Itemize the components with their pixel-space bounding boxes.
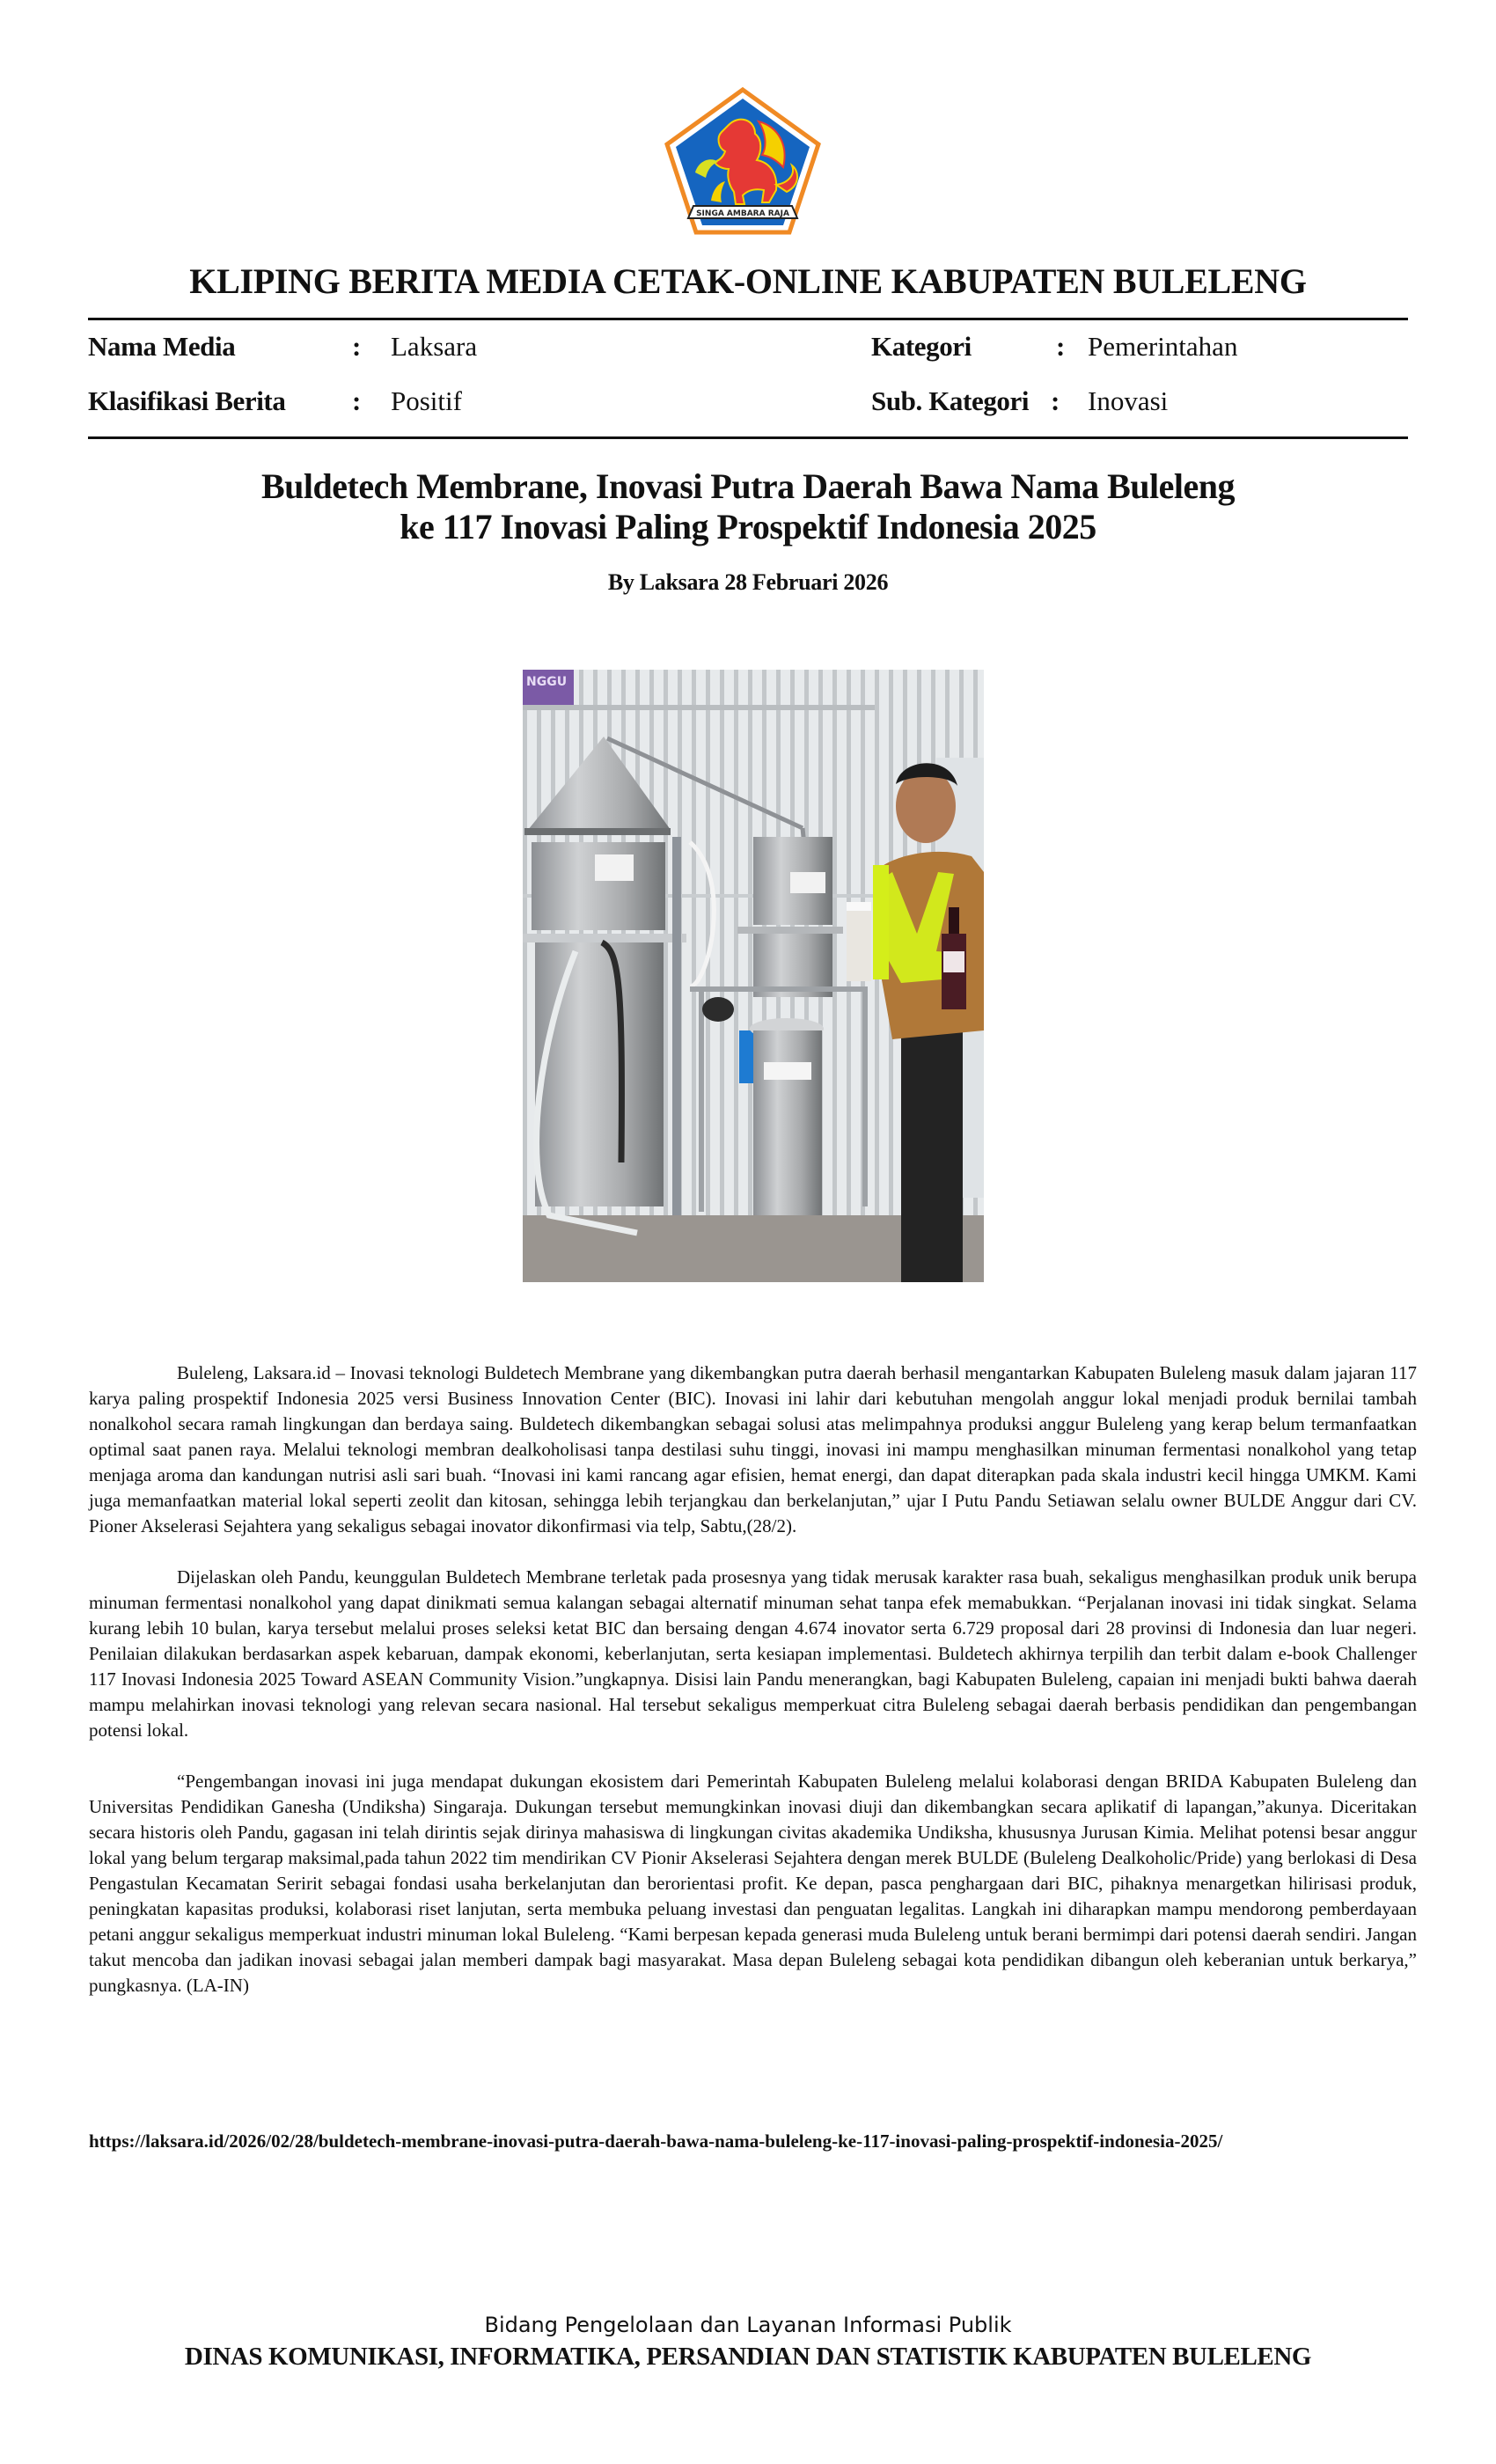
photo-scene <box>523 670 984 1282</box>
meta-value: Inovasi <box>1088 385 1169 416</box>
meta-label: Klasifikasi Berita <box>88 385 286 416</box>
footer-agency: DINAS KOMUNIKASI, INFORMATIKA, PERSANDIAN DAN STATISTIK KABUPATEN BULELENG <box>184 2343 1312 2371</box>
meta-nama-media <box>88 329 704 364</box>
meta-klasifikasi-berita <box>88 384 704 419</box>
meta-label: Nama Media <box>88 331 236 362</box>
article-byline: By Laksara 28 Februari 2026 <box>607 569 889 595</box>
headline-line-2: ke 117 Inovasi Paling Prospektif Indonesia 2025 <box>400 507 1096 546</box>
article-paragraph: “Pengembangan inovasi ini juga mendapat dukungan ekosistem dari Pemerintah Kabupaten Buleleng melalui kolaborasi dengan BRIDA Kabupaten Buleleng dan Universitas Pendidikan Ganesha (Undiksha) Singaraja. Dukungan tersebut memungkinkan inovasi diuji dan dikembangkan secara aplikatif di lapangan,”akunya. Diceritakan secara historis oleh Pandu, gagasan ini telah dirintis sejak dirinya mahasiswa di lingkungan civitas akademika Undiksha, khususnya Jurusan Kimia. Melihat potensi besar anggur lokal yang belum tergarap maksimal,pada tahun 2022 tim mendirikan CV Pionir Akselerasi Sejahtera dengan merek BULDE (Buleleng Dealkoholic/Pride) yang berlokasi di Desa Pengastulan Kecamatan Seririt sebagai fondasi usaha berkelanjutan dan berorientasi profit. Ke depan, pasca penghargaan dari BIC, pihaknya menargetkan hilirisasi produk, peningkatan kapasitas produksi, kolaborasi riset lanjutan, serta membuka peluang investasi dan penguatan legalitas. Langkah ini diharapkan mampu mendorong pemberdayaan petani anggur sekaligus memperkuat industri minuman lokal Buleleng. “Kami berpesan kepada generasi muda Buleleng untuk berani bermimpi dari potensi daerah sendiri. Jangan takut mencoba dan jadikan inovasi sebagai jalan memberi dampak bagi masyarakat. Masa depan Buleleng sebagai kota pendidikan dibangun oleh keberanian untuk berkarya,” pungkasnya. (LA-IN) <box>89 1771 1417 1996</box>
footer-unit: Bidang Pengelolaan dan Layanan Informasi Publik <box>484 2313 1012 2337</box>
meta-label: Sub. Kategori <box>871 385 1030 416</box>
meta-colon: : <box>1051 385 1060 416</box>
meta-sub-kategori <box>871 384 1408 419</box>
photo-sign-text: NGGU <box>526 675 568 689</box>
source-url-link[interactable]: https://laksara.id/2026/02/28/buldetech-membrane-inovasi-putra-daerah-bawa-nama-buleleng-ke-117-inovasi-paling-prospektif-indonesia-2025/ <box>89 2130 1223 2152</box>
meta-value: Pemerintahan <box>1088 331 1238 362</box>
header-rule-top <box>88 318 1408 320</box>
article-headline <box>88 466 1408 547</box>
meta-value: Laksara <box>391 331 478 362</box>
article-paragraph: Buleleng, Laksara.id – Inovasi teknologi Buldetech Membrane yang dikembangkan putra daerah berhasil mengantarkan Kabupaten Buleleng masuk dalam jajaran 117 karya paling prospektif Indonesia 2025 versi Business Innovation Center (BIC). Inovasi ini lahir dari kebutuhan mengolah anggur lokal menjadi produk bernilai tambah nonalkohol secara ramah lingkungan dan berdaya saing. Buldetech dikembangkan sebagai solusi atas melimpahnya produksi anggur Buleleng yang kerap belum termanfaatkan optimal saat panen raya. Melalui teknologi membran dealkoholisasi tanpa destilasi suhu tinggi, inovasi ini mampu menghasilkan minuman fermentasi nonalkohol yang tetap menjaga aroma dan kandungan nutrisi asli sari buah. “Inovasi ini kami rancang agar efisien, hemat energi, dan dapat diterapkan pada skala industri kecil hingga UMKM. Kami juga memanfaatkan material lokal seperti zeolit dan kitosan, sehingga lebih terjangkau dan berkelanjutan,” ujar I Putu Pandu Setiawan selalu owner BULDE Anggur dari CV. Pioner Akselerasi Sejahtera yang sekaligus sebagai inovator dikonfirmasi via telp, Sabtu,(28/2). <box>89 1362 1417 1536</box>
meta-colon: : <box>352 385 362 416</box>
meta-kategori <box>871 329 1408 364</box>
article-paragraph: Dijelaskan oleh Pandu, keunggulan Buldetech Membrane terletak pada prosesnya yang tidak merusak karakter rasa buah, sekaligus menghasilkan produk unik berupa minuman fermentasi nonalkohol yang dapat dinikmati semua kalangan sebagai alternatif minuman sehat tanpa efek memabukkan. “Perjalanan inovasi ini tidak singkat. Selama kurang lebih 10 bulan, karya tersebut melalui proses seleksi ketat BIC dan bersaing dengan 4.674 inovator serta 6.729 proposal dari 28 provinsi di Indonesia dan luar negeri. Penilaian dilakukan berdasarkan aspek kebaruan, dampak ekonomi, keberlanjutan, serta kesiapan implementasi. Buldetech akhirnya terpilih dan terbit dalam e-book Challenger 117 Inovasi Indonesia 2025 Toward ASEAN Community Vision.”ungkapnya. Disisi lain Pandu menerangkan, bagi Kabupaten Buleleng, capaian ini menjadi bukti bahwa daerah mampu melahirkan inovasi teknologi yang relevan secara nasional. Hal tersebut sekaligus memperkuat citra Buleleng sebagai daerah berbasis pendidikan dan pengembangan potensi lokal. <box>89 1566 1417 1741</box>
kabupaten-buleleng-logo <box>664 86 822 236</box>
meta-colon: : <box>352 331 362 362</box>
meta-label: Kategori <box>871 331 972 362</box>
svg-text:SINGA AMBARA RAJA: SINGA AMBARA RAJA <box>696 209 789 218</box>
header-rule-bottom <box>88 436 1408 439</box>
meta-colon: : <box>1056 331 1066 362</box>
headline-line-1: Buldetech Membrane, Inovasi Putra Daerah Bawa Nama Buleleng <box>260 466 1235 506</box>
emblem-icon <box>664 86 822 236</box>
meta-value: Positif <box>391 385 462 416</box>
article-photo <box>523 670 984 1282</box>
article-body <box>89 1360 1417 2024</box>
document-title: KLIPING BERITA MEDIA CETAK-ONLINE KABUPATEN BULELENG <box>189 261 1307 301</box>
